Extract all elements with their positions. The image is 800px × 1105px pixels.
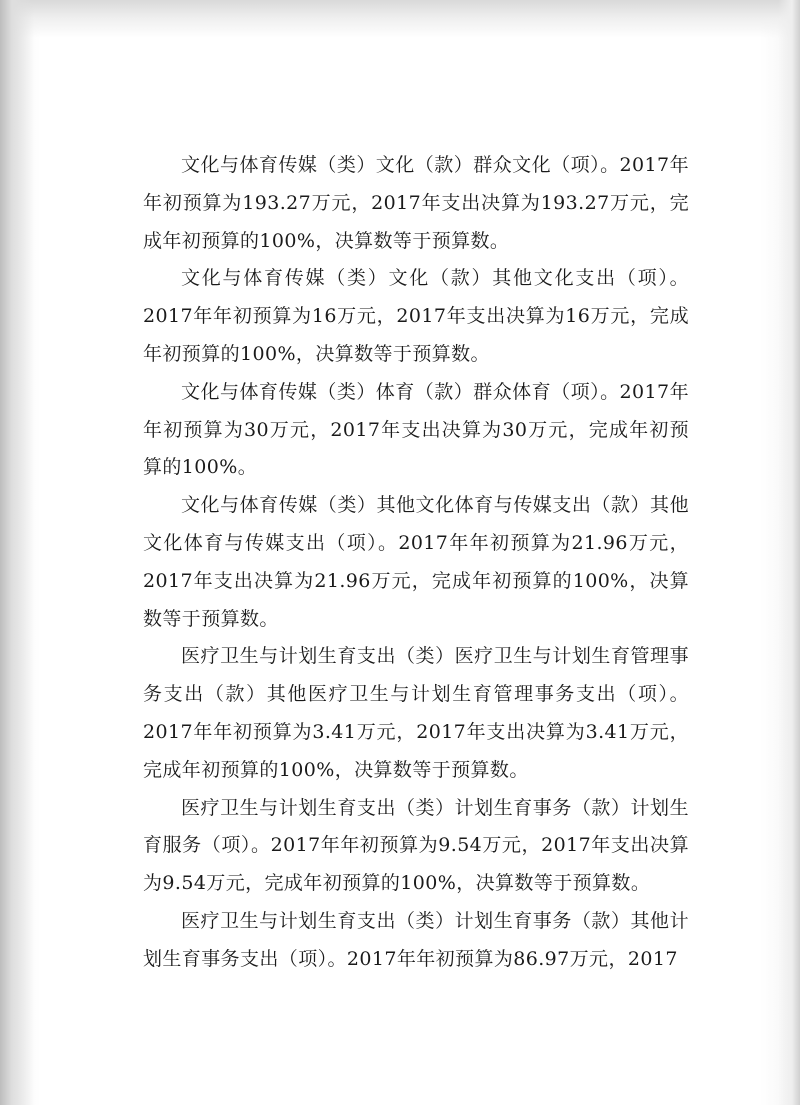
- paragraph-culture-mass-culture: 文化与体育传媒（类）文化（款）群众文化（项）。2017年年初预算为193.27万元，2017年支出决算为193.27万元，完成年初预算的100%，决算数等于预算数。: [143, 154, 689, 252]
- paragraph-health-management: 医疗卫生与计划生育支出（类）医疗卫生与计划生育管理事务支出（款）其他医疗卫生与计划生育管理事务支出（项）。2017年年初预算为3.41万元，2017年支出决算为3.41万元，完成年初预算的100%，决算数等于预算数。: [143, 645, 689, 781]
- paragraph-culture-other-media: 文化与体育传媒（类）其他文化体育与传媒支出（款）其他文化体育与传媒支出（项）。2017年年初预算为21.96万元，2017年支出决算为21.96万元，完成年初预算的100%，决算数等于预算数。: [143, 494, 689, 630]
- paragraph-family-planning-other: 医疗卫生与计划生育支出（类）计划生育事务（款）其他计划生育事务支出（项）。2017年年初预算为86.97万元，2017: [143, 909, 689, 970]
- paragraph-family-planning-service: 医疗卫生与计划生育支出（类）计划生育事务（款）计划生育服务（项）。2017年年初预算为9.54万元，2017年支出决算为9.54万元，完成年初预算的100%，决算数等于预算数。: [143, 796, 689, 895]
- paragraph-culture-other-culture: 文化与体育传媒（类）文化（款）其他文化支出（项）。2017年年初预算为16万元，2017年支出决算为16万元，完成年初预算的100%，决算数等于预算数。: [143, 267, 689, 365]
- document-body: [143, 147, 689, 979]
- scan-shadow-top: [0, 0, 800, 38]
- paragraph-culture-mass-sports: 文化与体育传媒（类）体育（款）群众体育（项）。2017年年初预算为30万元，2017年支出决算为30万元，完成年初预算的100%。: [143, 380, 689, 479]
- scan-shadow-right: [778, 0, 800, 1105]
- scan-shadow-left: [0, 0, 34, 1105]
